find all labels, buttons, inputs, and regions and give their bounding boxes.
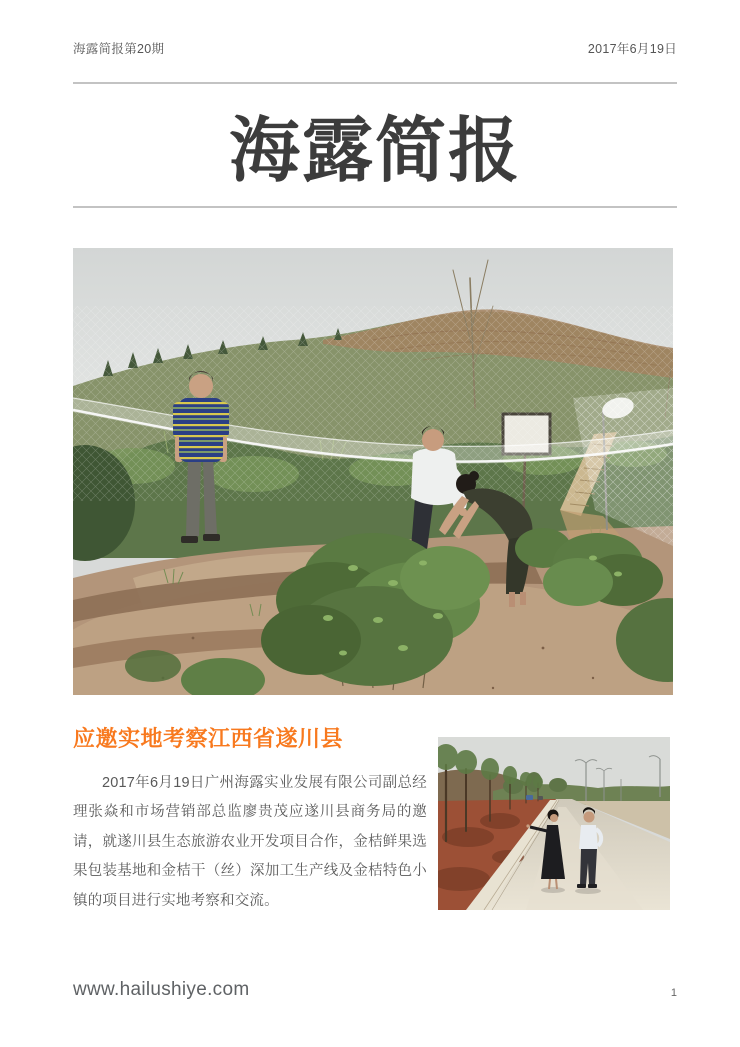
header-date: 2017年6月19日 — [587, 42, 677, 56]
article-heading: 应邀实地考察江西省遂川县 — [73, 726, 344, 751]
footer-website: www.hailushiye.com — [73, 979, 250, 1000]
main-photo-illustration — [73, 248, 673, 695]
page-title: 海露简报 — [228, 112, 521, 191]
footer-page-number: 1 — [670, 987, 677, 999]
main-photo — [73, 248, 673, 695]
side-photo — [438, 737, 670, 910]
side-photo-illustration — [438, 737, 670, 910]
header-issue-label: 海露简报第20期 — [73, 42, 165, 56]
masthead-divider — [73, 206, 677, 208]
article-paragraph: 2017年6月19日广州海露实业发展有限公司副总经理张焱和市场营销部总监廖贵茂应遂川县商务局的邀请，就遂川县生态旅游农业开发项目合作，金桔鲜果选果包装基地和金桔干（丝）深加工生产线及金桔特色小镇的项目进行实地考察和交流。 — [73, 775, 427, 909]
